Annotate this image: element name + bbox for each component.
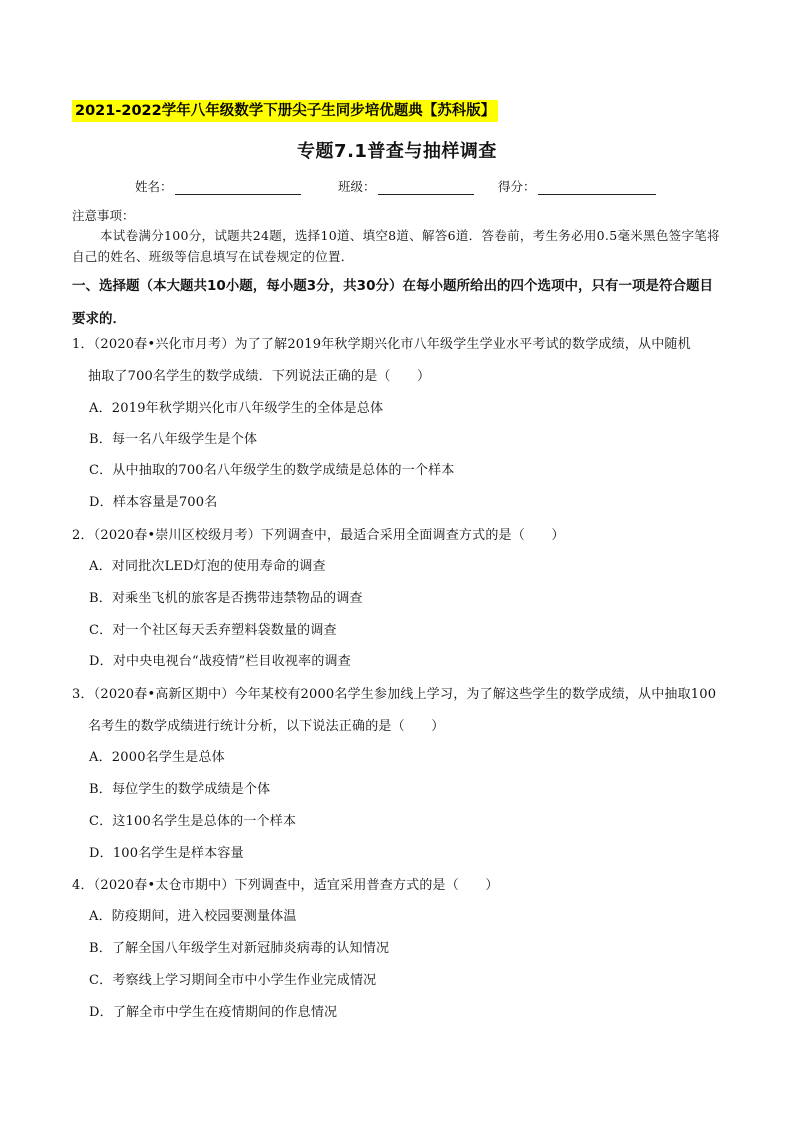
question-1-line-1: 1．（2020春•兴化市月考）为了了解2019年秋学期兴化市八年级学生学业水平考试的数学成绩，从中随机 (72, 337, 691, 352)
question-4-line-1: 4．（2020春•太仓市期中）下列调查中，适宜采用普查方式的是（ ） (72, 878, 499, 893)
question-2-option-a (89, 557, 326, 577)
question-2-option-b: B．对乘坐飞机的旅客是否携带违禁物品的调查 (89, 591, 363, 606)
class-label: 班级： (338, 179, 376, 194)
name-label: 姓名： (135, 179, 173, 194)
question-3-option-c: C．这100名学生是总体的一个样本 (89, 814, 297, 829)
question-3-line-2: 名考生的数学成绩进行统计分析，以下说法正确的是（ ） (88, 719, 445, 734)
question-2-option-d: D．对中央电视台“战疫情”栏目收视率的调查 (89, 654, 351, 669)
question-3-stem (72, 679, 724, 743)
score-blank-line[interactable] (538, 180, 656, 195)
question-4-option-b: B．了解全国八年级学生对新冠肺炎病毒的认知情况 (89, 941, 390, 956)
name-field[interactable] (135, 177, 301, 195)
notes-body: 本试卷满分100分，试题共24题，选择10道、填空8道、解答6道．答卷前，考生务必用0.5毫米黑色签字笔将自己的姓名、班级等信息填写在试卷规定的位置． (72, 228, 720, 264)
score-label: 得分： (498, 179, 536, 194)
question-2-line-1: 2．（2020春•崇川区校级月考）下列调查中，最适合采用全面调查方式的是（ ） (72, 528, 565, 543)
question-1-line-2: 抽取了700名学生的数学成绩．下列说法正确的是（ ） (88, 369, 431, 384)
question-1-stem (72, 329, 724, 393)
question-4-option-d: D．了解全市中学生在疫情期间的作息情况 (89, 1005, 338, 1020)
section-heading: 一、选择题（本大题共10小题，每小题3分，共30分）在每小题所给出的四个选项中，只有一项是符合题目要求的． (72, 278, 713, 327)
question-1-option-c: C．从中抽取的700名八年级学生的数学成绩是总体的一个样本 (89, 463, 455, 478)
question-3-option-a: A．2000名学生是总体 (89, 750, 225, 765)
class-field[interactable] (338, 177, 474, 195)
page-title: 专题7.1普查与抽样调查 (297, 141, 497, 162)
question-4-option-a: A．防疫期间，进入校园要测量体温 (89, 909, 297, 924)
question-3-option-d: D．100名学生是样本容量 (89, 846, 244, 861)
question-1-option-a: A．2019年秋学期兴化市八年级学生的全体是总体 (89, 401, 384, 416)
question-3-option-b: B．每位学生的数学成绩是个体 (89, 782, 271, 797)
question-2-option-a-text: A．对同批次LED灯泡的使用寿命的调查 (89, 559, 326, 574)
question-2-stem (72, 520, 724, 552)
question-4-stem (72, 870, 724, 902)
student-info-row (0, 177, 794, 197)
score-field[interactable] (498, 177, 656, 195)
question-4-option-c: C．考察线上学习期间全市中小学生作业完成情况 (89, 973, 377, 988)
series-banner: 2021-2022学年八年级数学下册尖子生同步培优题典【苏科版】 (72, 100, 498, 122)
question-3-line-1: 3．（2020春•高新区期中）今年某校有2000名学生参加线上学习，为了解这些学生的数学成绩，从中抽取100 (72, 687, 717, 702)
question-1-option-d: D．样本容量是700名 (89, 495, 218, 510)
name-blank-line[interactable] (175, 180, 301, 195)
class-blank-line[interactable] (378, 180, 474, 195)
question-1-option-b: B．每一名八年级学生是个体 (89, 432, 258, 447)
question-2-option-c: C．对一个社区每天丢弃塑料袋数量的调查 (89, 623, 337, 638)
notes-title: 注意事项： (72, 208, 135, 223)
